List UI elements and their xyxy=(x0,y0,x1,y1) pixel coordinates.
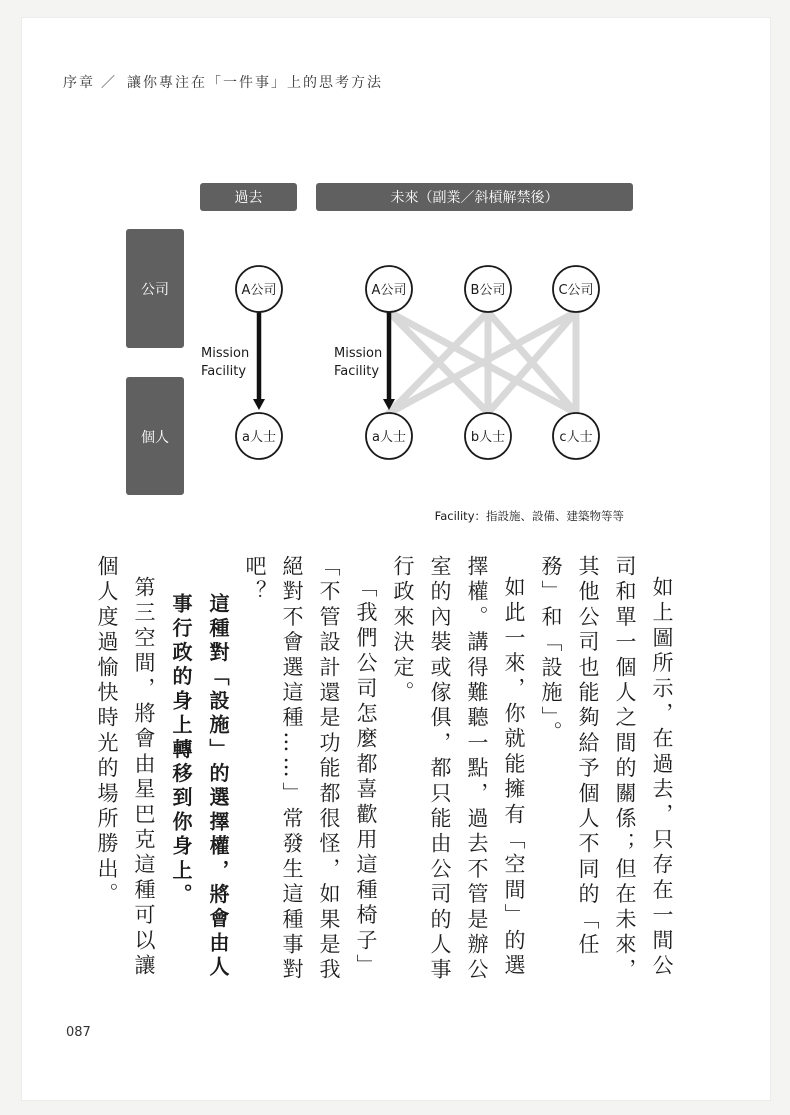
future-mission-arrow xyxy=(383,312,395,410)
future-company-label-a: A公司 xyxy=(371,283,407,298)
past-mission-arrow xyxy=(253,312,265,410)
future-company-label-c: C公司 xyxy=(558,283,594,298)
future-facility-label: Facility xyxy=(334,364,380,379)
past-facility-label: Facility xyxy=(201,364,247,379)
future-cross-links xyxy=(389,312,576,413)
future-mission-label: Mission xyxy=(334,346,383,361)
emphasis-paragraph: 這種對「設施」的選擇權，將會由人事行政的身上轉移到你身上。 xyxy=(169,593,230,981)
paragraph-5: 第三空間，將會由星巴克這種可以讓個人度過愉快時光的場所勝出。 xyxy=(95,555,156,980)
paragraph-3: 「我們公司怎麼都喜歡用這種椅子」「不管設計還是功能都很怪，如果是我絕對不會選這種……」常發生這種事對吧？ xyxy=(243,555,378,984)
paragraph-2: 如此一來，你就能擁有「空間」的選擇權。講得難聽一點，過去不管是辦公室的內裝或傢俱，都只能由公司的人事行政來決定。 xyxy=(391,555,526,984)
header-separator: ／ xyxy=(101,75,117,91)
future-person-label-a: a人士 xyxy=(372,430,406,445)
chapter-label: 序章 xyxy=(63,75,95,91)
company-row-label: 公司 xyxy=(141,282,169,298)
individual-row-label: 個人 xyxy=(141,430,169,446)
future-company-label-b: B公司 xyxy=(470,283,506,298)
past-person-label: a人士 xyxy=(242,430,276,445)
paragraph-1: 如上圖所示，在過去，只存在一間公司和單一個人之間的關係；但在未來，其他公司也能夠給予個人不同的「任務」和「設施」。 xyxy=(539,555,674,984)
past-company-label: A公司 xyxy=(241,283,277,298)
future-person-label-b: b人士 xyxy=(470,430,506,445)
past-header-label: 過去 xyxy=(234,190,263,206)
chapter-title: 讓你專注在「一件事」上的思考方法 xyxy=(127,75,383,91)
future-header-label: 未來（副業／斜槓解禁後） xyxy=(390,190,559,206)
future-person-label-c: c人士 xyxy=(559,430,593,445)
past-mission-label: Mission xyxy=(201,346,250,361)
page-number: 087 xyxy=(66,1025,91,1040)
relationship-diagram xyxy=(0,0,790,540)
body-text xyxy=(95,555,680,995)
facility-footnote: Facility：指設施、設備、建築物等等 xyxy=(434,509,624,523)
